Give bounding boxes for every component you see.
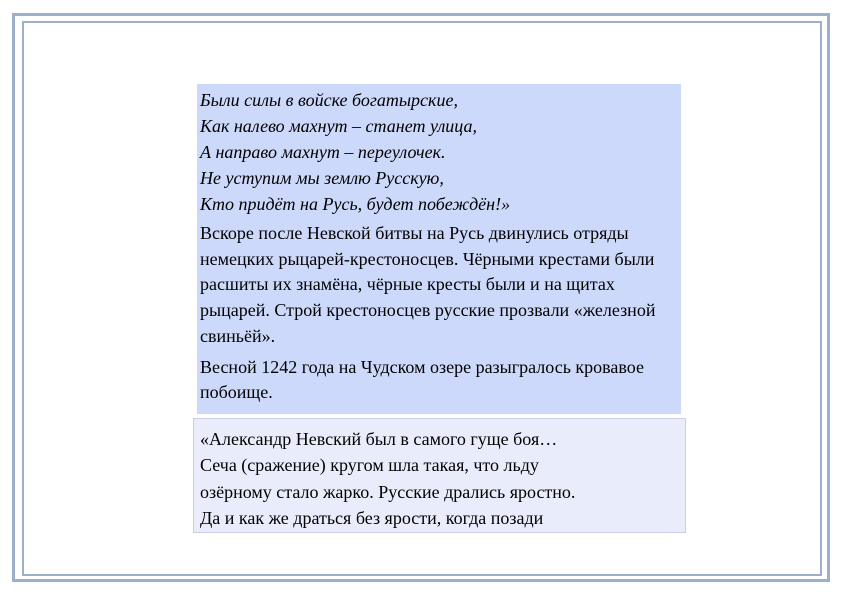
poem-line: Не уступим мы землю Русскую, — [200, 168, 444, 188]
poem-line: Были силы в войске богатырские, — [200, 90, 458, 110]
poem-line: А направо махнут – переулочек. — [200, 142, 446, 162]
quote-line: «Александр Невский был в самого гуще боя… — [200, 429, 558, 449]
quote-text-block — [193, 418, 686, 533]
battle-paragraph: Весной 1242 года на Чудском озере разыгралось кровавое побоище. — [200, 356, 644, 403]
main-text-block — [197, 84, 681, 414]
poem-line: Кто придёт на Русь, будет побеждён!» — [200, 194, 511, 214]
history-paragraph: Вскоре после Невской битвы на Русь двинулись отряды немецких рыцарей-крестоносцев. Чёрными крестами были расшиты их знамёна, чёрные кресты были и на щитах рыцарей. Строй крестоносцев русские прозвали «железной свиньёй». — [200, 223, 656, 346]
poem-line: Как налево махнут – станет улица, — [200, 116, 478, 136]
quote-line: Да и как же драться без ярости, когда позади — [200, 507, 544, 528]
poem-excerpt — [200, 87, 677, 217]
quote-line: Сеча (сражение) кругом шла такая, что льду — [200, 455, 539, 476]
quote-line: озёрному стало жарко. Русские дрались яростно. — [200, 481, 576, 502]
